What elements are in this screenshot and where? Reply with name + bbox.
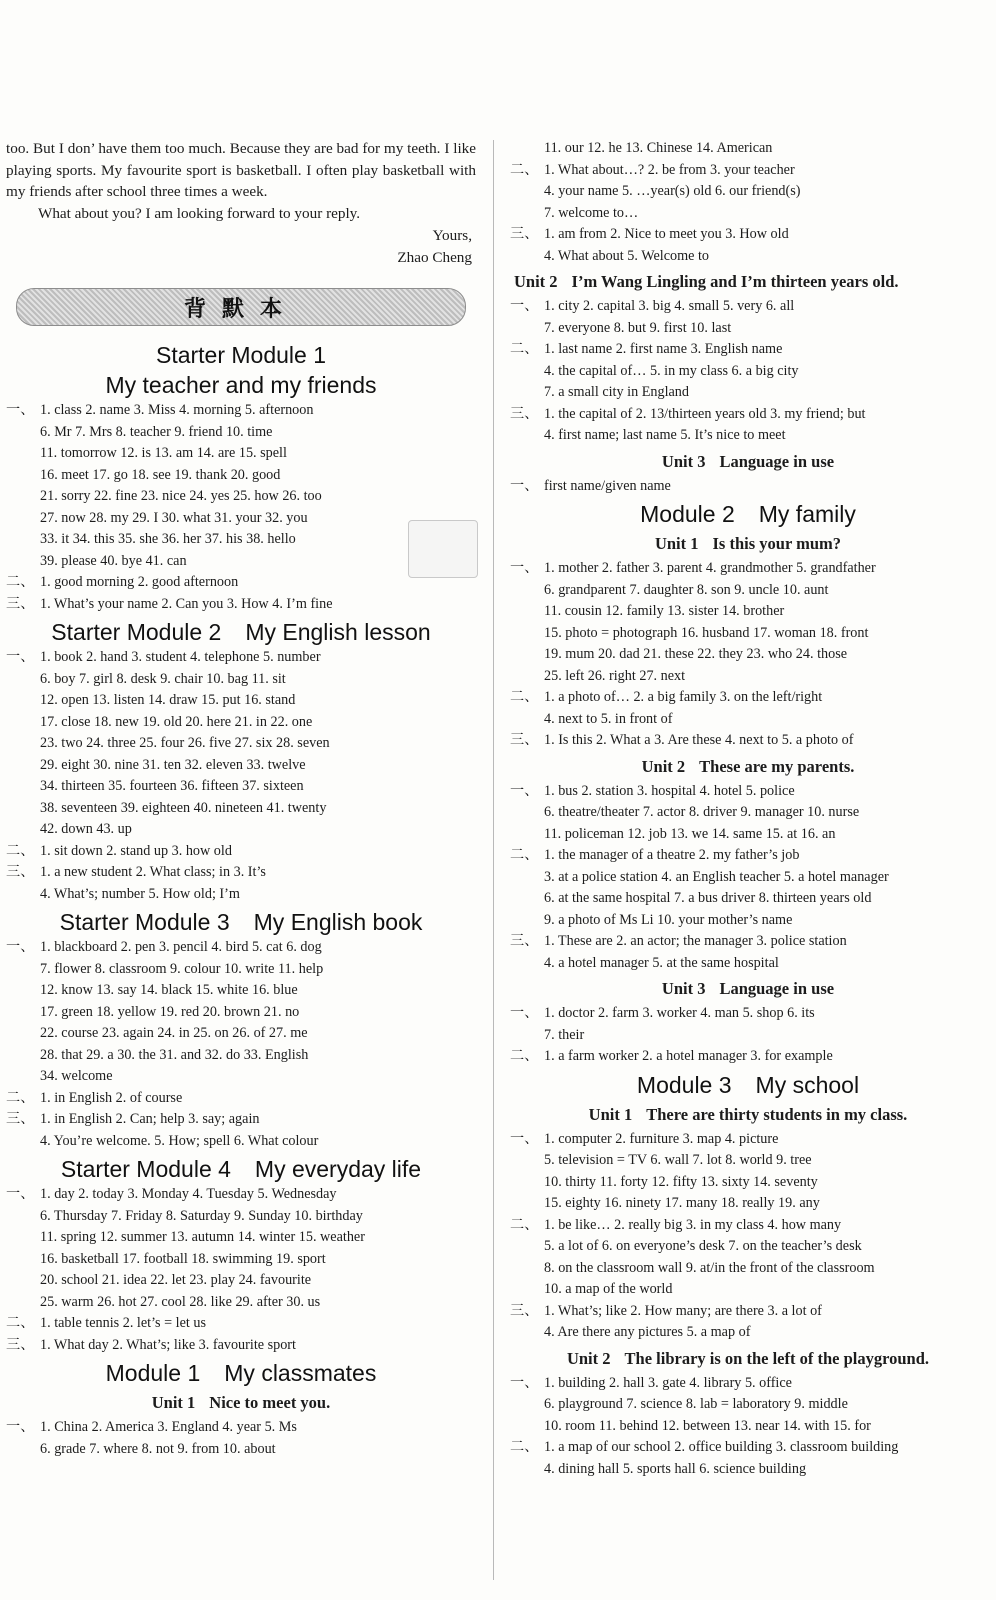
unit-heading: [510, 755, 986, 779]
answer-text: 29. eight 30. nine 31. ten 32. eleven 33. twelve: [40, 756, 306, 773]
answer-line: [510, 296, 986, 318]
answer-line: [510, 224, 986, 246]
module-heading: [510, 499, 986, 529]
answer-line: [6, 937, 476, 959]
answer-text: 6. grade 7. where 8. not 9. from 10. about: [40, 1440, 276, 1457]
answer-line: [510, 160, 986, 182]
answer-text: 5. television = TV 6. wall 7. lot 8. world 9. tree: [544, 1152, 812, 1168]
answer-line: [510, 601, 986, 623]
answer-line: [6, 1313, 476, 1335]
answer-text: 4. Are there any pictures 5. a map of: [544, 1324, 751, 1340]
answer-line: [6, 1002, 476, 1024]
answer-line: [510, 181, 986, 203]
module-heading: [6, 340, 476, 400]
section-banner: 背默本: [16, 288, 466, 326]
answer-line: [510, 404, 986, 426]
answer-line: [6, 1227, 476, 1249]
answer-line: [6, 1335, 476, 1357]
section-marker: 一、: [510, 477, 539, 494]
answer-line: [510, 1003, 986, 1025]
answer-line: [510, 666, 986, 688]
answer-text: 23. two 24. three 25. four 26. five 27. six 28. seven: [40, 735, 330, 752]
answer-line: [6, 1045, 476, 1067]
answer-text: 4. first name; last name 5. It’s nice to meet: [544, 427, 786, 443]
answer-line: [510, 382, 986, 404]
answer-line: [510, 1150, 986, 1172]
answer-text: 6. at the same hospital 7. a bus driver 8. thirteen years old: [544, 890, 872, 906]
answer-line: [510, 845, 986, 867]
section-marker: 三、: [510, 1302, 539, 1319]
answer-line: [510, 138, 986, 160]
answer-text: 22. course 23. again 24. in 25. on 26. of 27. me: [40, 1025, 308, 1042]
answer-text: 7. flower 8. classroom 9. colour 10. write 11. help: [40, 960, 324, 977]
unit-name: Unit 1: [654, 534, 699, 553]
unit-heading: [510, 977, 986, 1001]
answer-line: [6, 1270, 476, 1292]
answer-text: 1. am from 2. Nice to meet you 3. How old: [544, 226, 789, 242]
answer-line: [510, 1236, 986, 1258]
answer-line: [6, 1088, 476, 1110]
answer-text: 9. a photo of Ms Li 10. your mother’s name: [544, 911, 793, 928]
answer-text: 1. a photo of… 2. a big family 3. on the left/right: [544, 689, 823, 705]
letter-paragraph: too. But I don’ have them too much. Because they are bad for my teeth. I like playing sports. My favourite sport is basketball. I often play basketball with my friends after school three times a week.: [6, 140, 476, 201]
answer-text: 1. last name 2. first name 3. English name: [544, 341, 783, 357]
module-name: Starter Module 1: [155, 342, 327, 369]
answer-line: [510, 1394, 986, 1416]
answer-text: 6. Mr 7. Mrs 8. teacher 9. friend 10. time: [40, 423, 273, 440]
section-marker: 三、: [6, 595, 35, 612]
answer-line: [6, 776, 476, 798]
answer-line: [6, 1206, 476, 1228]
answer-line: [6, 712, 476, 734]
answer-line: [6, 1023, 476, 1045]
unit-name: Unit 1: [151, 1393, 196, 1413]
answer-text: 6. boy 7. girl 8. desk 9. chair 10. bag 11. sit: [40, 670, 286, 687]
answer-text: 7. their: [544, 1026, 585, 1043]
answer-line: [510, 1172, 986, 1194]
module-name: Module 1: [105, 1360, 201, 1387]
answer-line: [6, 1292, 476, 1314]
section-marker: 二、: [510, 341, 539, 357]
answer-text: 8. on the classroom wall 9. at/in the front of the classroom: [544, 1259, 875, 1276]
unit-name: Unit 2: [641, 756, 686, 776]
answer-line: [510, 1025, 986, 1047]
answer-text: 1. sit down 2. stand up 3. how old: [40, 842, 232, 859]
answer-line: [6, 755, 476, 777]
answer-text: 1. These are 2. an actor; the manager 3. police station: [544, 933, 847, 949]
answer-text: 1. city 2. capital 3. big 4. small 5. very 6. all: [544, 298, 795, 314]
section-marker: 一、: [510, 782, 539, 799]
answer-line: [6, 572, 476, 594]
answer-text: 6. Thursday 7. Friday 8. Saturday 9. Sunday 10. birthday: [40, 1207, 363, 1224]
answer-text: first name/given name: [544, 477, 671, 494]
left-answer-blocks: [6, 340, 476, 1460]
answer-line: [510, 802, 986, 824]
answer-text: 25. left 26. right 27. next: [544, 667, 686, 684]
answer-text: 28. that 29. a 30. the 31. and 32. do 33. English: [40, 1046, 309, 1063]
answer-text: 1. a map of our school 2. office building 3. classroom building: [544, 1439, 899, 1455]
unit-heading: [510, 270, 986, 294]
answer-text: 42. down 43. up: [40, 821, 132, 838]
answer-line: [6, 486, 476, 508]
answer-text: 34. welcome: [40, 1068, 113, 1085]
answer-text: 6. playground 7. science 8. lab = laboratory 9. middle: [544, 1396, 848, 1412]
module-title: My English book: [253, 909, 423, 936]
unit-name: Unit 2: [566, 1348, 611, 1368]
section-marker: 三、: [510, 405, 539, 422]
answer-text: 4. What about 5. Welcome to: [544, 247, 709, 264]
unit-title: I’m Wang Lingling and I’m thirteen years old.: [571, 272, 899, 291]
answer-line: [6, 1066, 476, 1088]
answer-text: 19. mum 20. dad 21. these 22. they 23. who 24. those: [544, 646, 848, 662]
answer-text: 10. room 11. behind 12. between 13. near 14. with 15. for: [544, 1417, 871, 1434]
answer-line: [510, 644, 986, 666]
answer-line: [510, 246, 986, 268]
module-heading: [6, 617, 476, 647]
answer-line: [6, 1249, 476, 1271]
answer-text: 34. thirteen 35. fourteen 36. fifteen 37. sixteen: [40, 778, 304, 795]
answer-text: 1. computer 2. furniture 3. map 4. picture: [544, 1130, 779, 1147]
section-marker: 二、: [510, 689, 539, 705]
module-title: My classmates: [224, 1360, 377, 1387]
section-marker: 二、: [510, 847, 539, 863]
answer-text: 7. everyone 8. but 9. first 10. last: [544, 319, 732, 336]
answer-text: 20. school 21. idea 22. let 23. play 24. favourite: [40, 1272, 312, 1289]
section-marker: 二、: [510, 1048, 539, 1064]
answer-text: 1. in English 2. Can; help 3. say; again: [40, 1111, 260, 1128]
section-marker: 一、: [510, 1130, 539, 1147]
section-marker: 一、: [6, 1186, 35, 1203]
answer-line: [6, 443, 476, 465]
answer-text: 10. a map of the world: [544, 1281, 673, 1297]
answer-line: [6, 1417, 476, 1439]
answer-text: 11. our 12. he 13. Chinese 14. American: [544, 140, 773, 156]
section-marker: 三、: [510, 226, 539, 242]
unit-heading: [510, 450, 986, 474]
answer-text: 16. meet 17. go 18. see 19. thank 20. good: [40, 466, 281, 483]
answer-text: 3. at a police station 4. an English teacher 5. a hotel manager: [544, 868, 889, 885]
answer-text: 1. the capital of 2. 13/thirteen years old 3. my friend; but: [544, 405, 866, 422]
section-marker: 一、: [510, 560, 539, 576]
answer-text: 1. table tennis 2. let’s = let us: [40, 1315, 207, 1332]
section-marker: 二、: [510, 1216, 539, 1233]
answer-text: 1. a farm worker 2. a hotel manager 3. for example: [544, 1048, 833, 1064]
module-name: Module 2: [640, 501, 735, 527]
section-marker: 一、: [6, 1419, 35, 1436]
answer-line: [510, 1046, 986, 1068]
module-title: My English lesson: [245, 619, 431, 646]
answer-line: [510, 709, 986, 731]
column-divider: [493, 140, 494, 1580]
answer-text: 7. a small city in England: [544, 384, 689, 400]
section-marker: 二、: [510, 161, 539, 178]
section-marker: 二、: [6, 842, 35, 859]
answer-line: [510, 1373, 986, 1395]
answer-line: [6, 669, 476, 691]
answer-text: 11. spring 12. summer 13. autumn 14. winter 15. weather: [40, 1229, 365, 1246]
answer-text: 1. the manager of a theatre 2. my father’s job: [544, 847, 800, 863]
answer-text: 1. book 2. hand 3. student 4. telephone 5. number: [40, 649, 321, 666]
answer-text: 15. photo = photograph 16. husband 17. woman 18. front: [544, 624, 869, 641]
answer-text: 1. good morning 2. good afternoon: [40, 574, 239, 591]
answer-line: [510, 1279, 986, 1301]
answer-line: [6, 690, 476, 712]
module-name: Starter Module 4: [60, 1156, 231, 1183]
section-marker: 一、: [6, 402, 35, 419]
answer-text: 4. a hotel manager 5. at the same hospital: [544, 954, 779, 971]
answer-text: 1. What’s; like 2. How many; are there 3. a lot of: [544, 1302, 822, 1319]
answer-line: [6, 1131, 476, 1153]
answer-line: [510, 910, 986, 932]
section-marker: 一、: [510, 1374, 539, 1391]
answer-line: [6, 862, 476, 884]
answer-text: 1. doctor 2. farm 3. worker 4. man 5. shop 6. its: [544, 1005, 815, 1021]
section-marker: 一、: [6, 649, 35, 666]
answer-line: [6, 980, 476, 1002]
unit-name: Unit 3: [661, 451, 706, 471]
module-title: My teacher and my friends: [105, 372, 377, 399]
answer-line: [510, 867, 986, 889]
section-marker: 三、: [6, 1111, 35, 1128]
section-marker: 三、: [510, 732, 539, 748]
unit-title: There are thirty students in my class.: [646, 1104, 908, 1124]
module-title: My family: [758, 501, 856, 527]
answer-line: [510, 781, 986, 803]
answer-text: 1. What’s your name 2. Can you 3. How 4. I’m fine: [40, 595, 333, 612]
answer-text: 21. sorry 22. fine 23. nice 24. yes 25. how 26. too: [40, 488, 322, 505]
answer-text: 1. in English 2. of course: [40, 1089, 183, 1106]
unit-name: Unit 1: [588, 1104, 633, 1124]
unit-heading: [510, 1347, 986, 1371]
section-marker: 二、: [6, 1089, 35, 1106]
answer-text: 4. the capital of… 5. in my class 6. a big city: [544, 362, 799, 379]
answer-text: 4. dining hall 5. sports hall 6. science building: [544, 1460, 807, 1477]
answer-text: 4. your name 5. …year(s) old 6. our friend(s): [544, 183, 801, 199]
module-name: Module 3: [636, 1071, 732, 1098]
answer-line: [510, 1322, 986, 1344]
answer-text: 6. theatre/theater 7. actor 8. driver 9. manager 10. nurse: [544, 804, 860, 820]
answer-text: 4. next to 5. in front of: [544, 710, 673, 727]
answer-text: 1. be like… 2. really big 3. in my class 4. how many: [544, 1216, 842, 1233]
answer-line: [6, 465, 476, 487]
section-marker: 三、: [510, 933, 539, 949]
unit-heading: [510, 1103, 986, 1127]
answer-line: [6, 422, 476, 444]
unit-title: Nice to meet you.: [209, 1393, 331, 1413]
section-marker: 三、: [6, 864, 35, 881]
answer-line: [510, 1459, 986, 1481]
answer-text: 1. building 2. hall 3. gate 4. library 5. office: [544, 1374, 792, 1391]
answer-text: 1. China 2. America 3. England 4. year 5. Ms: [40, 1419, 297, 1436]
module-title: My school: [755, 1071, 860, 1098]
answer-text: 1. Is this 2. What a 3. Are these 4. next to 5. a photo of: [544, 732, 854, 748]
unit-heading: [6, 1391, 476, 1415]
answer-line: [510, 931, 986, 953]
answer-line: [6, 1184, 476, 1206]
unit-name: Unit 3: [661, 979, 706, 998]
answer-text: 1. blackboard 2. pen 3. pencil 4. bird 5. cat 6. dog: [40, 939, 322, 956]
answer-line: [6, 508, 476, 530]
answer-text: 11. tomorrow 12. is 13. am 14. are 15. spell: [40, 445, 287, 462]
answer-line: [510, 1437, 986, 1459]
answer-line: [510, 1416, 986, 1438]
letter-paragraph: What about you? I am looking forward to your reply.: [38, 205, 361, 223]
left-column: [6, 138, 476, 1460]
section-marker: 一、: [510, 1005, 539, 1021]
unit-heading: [510, 532, 986, 556]
answer-line: [6, 733, 476, 755]
answer-line: [510, 888, 986, 910]
answer-line: [510, 730, 986, 752]
right-column: [510, 138, 986, 1480]
stamp-watermark: [408, 520, 478, 578]
answer-line: [510, 1193, 986, 1215]
unit-title: Language in use: [719, 451, 835, 471]
section-marker: 二、: [6, 1315, 35, 1332]
section-marker: 三、: [6, 1336, 35, 1353]
module-heading: [510, 1070, 986, 1100]
answer-text: 1. day 2. today 3. Monday 4. Tuesday 5. Wednesday: [40, 1186, 337, 1203]
answer-line: [6, 594, 476, 616]
answer-line: [510, 339, 986, 361]
answer-line: [510, 1258, 986, 1280]
right-answer-blocks: [510, 138, 986, 1480]
letter-signature: Zhao Cheng: [397, 248, 472, 266]
unit-title: Is this your mum?: [712, 534, 842, 553]
answer-line: [510, 623, 986, 645]
answer-text: 4. What’s; number 5. How old; I’m: [40, 885, 240, 902]
answer-line: [510, 687, 986, 709]
unit-title: These are my parents.: [699, 756, 855, 776]
answer-line: [510, 318, 986, 340]
answer-text: 27. now 28. my 29. I 30. what 31. your 32. you: [40, 509, 308, 526]
answer-text: 1. What day 2. What’s; like 3. favourite sport: [40, 1336, 296, 1353]
answer-line: [6, 884, 476, 906]
answer-line: [510, 824, 986, 846]
answer-text: 5. a lot of 6. on everyone’s desk 7. on the teacher’s desk: [544, 1238, 862, 1254]
section-marker: 一、: [510, 298, 539, 314]
module-heading: [6, 907, 476, 937]
answer-line: [510, 1215, 986, 1237]
unit-title: Language in use: [719, 979, 835, 998]
answer-line: [6, 551, 476, 573]
module-heading: [6, 1154, 476, 1184]
answer-line: [6, 819, 476, 841]
answer-text: 39. please 40. bye 41. can: [40, 552, 187, 569]
answer-text: 1. What about…? 2. be from 3. your teacher: [544, 161, 795, 178]
answer-text: 7. welcome to…: [544, 204, 639, 221]
answer-text: 17. green 18. yellow 19. red 20. brown 21. no: [40, 1003, 300, 1020]
answer-line: [6, 959, 476, 981]
answer-line: [6, 1109, 476, 1131]
answer-line: [510, 203, 986, 225]
answer-text: 17. close 18. new 19. old 20. here 21. in 22. one: [40, 713, 313, 730]
answer-text: 1. class 2. name 3. Miss 4. morning 5. afternoon: [40, 402, 314, 419]
answer-line: [510, 580, 986, 602]
answer-text: 12. know 13. say 14. black 15. white 16. blue: [40, 982, 298, 999]
answer-line: [510, 953, 986, 975]
answer-line: [6, 1439, 476, 1461]
answer-line: [6, 647, 476, 669]
unit-title: The library is on the left of the playground.: [624, 1348, 930, 1368]
answer-text: 38. seventeen 39. eighteen 40. nineteen 41. twenty: [40, 799, 327, 816]
answer-line: [6, 529, 476, 551]
answer-text: 11. cousin 12. family 13. sister 14. brother: [544, 603, 785, 619]
answer-text: 16. basketball 17. football 18. swimming 19. sport: [40, 1250, 326, 1267]
module-name: Starter Module 3: [59, 909, 230, 936]
answer-text: 11. policeman 12. job 13. we 14. same 15. at 16. an: [544, 825, 836, 842]
unit-name: Unit 2: [514, 272, 558, 291]
section-marker: 二、: [6, 574, 35, 591]
answer-line: [510, 476, 986, 498]
letter-closing: Yours,: [432, 226, 472, 244]
module-heading: [6, 1358, 476, 1388]
answer-text: 4. You’re welcome. 5. How; spell 6. What colour: [40, 1132, 319, 1149]
answer-line: [6, 798, 476, 820]
answer-text: 15. eighty 16. ninety 17. many 18. really 19. any: [544, 1195, 820, 1211]
answer-text: 25. warm 26. hot 27. cool 28. like 29. after 30. us: [40, 1293, 321, 1310]
answer-text: 1. mother 2. father 3. parent 4. grandmother 5. grandfather: [544, 560, 876, 576]
answer-text: 12. open 13. listen 14. draw 15. put 16. stand: [40, 692, 296, 709]
answer-text: 33. it 34. this 35. she 36. her 37. his 38. hello: [40, 531, 296, 548]
answer-text: 1. a new student 2. What class; in 3. It’s: [40, 864, 266, 881]
answer-line: [6, 841, 476, 863]
answer-line: [510, 1301, 986, 1323]
answer-text: 1. bus 2. station 3. hospital 4. hotel 5. police: [544, 782, 795, 799]
answer-line: [6, 400, 476, 422]
answer-line: [510, 1129, 986, 1151]
answer-line: [510, 361, 986, 383]
section-marker: 一、: [6, 939, 35, 956]
answer-line: [510, 425, 986, 447]
section-marker: 二、: [510, 1439, 539, 1455]
answer-line: [510, 558, 986, 580]
answer-text: 10. thirty 11. forty 12. fifty 13. sixty 14. seventy: [544, 1173, 818, 1190]
answer-text: 6. grandparent 7. daughter 8. son 9. uncle 10. aunt: [544, 581, 829, 598]
module-name: Starter Module 2: [51, 619, 222, 646]
module-title: My everyday life: [254, 1156, 422, 1183]
